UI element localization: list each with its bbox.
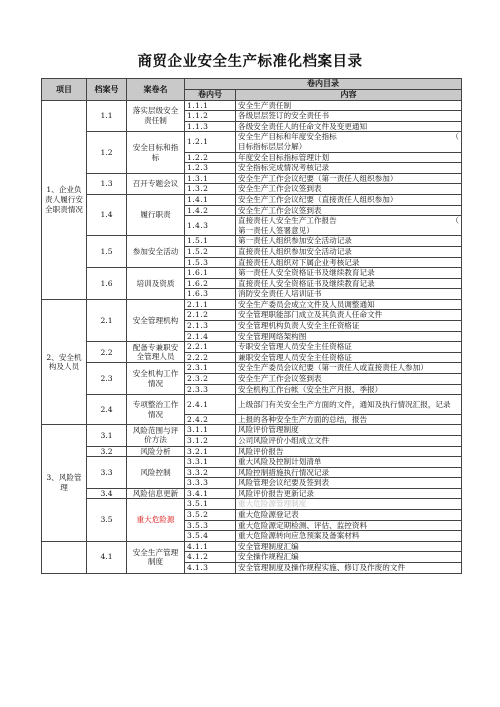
archive-name-cell: 重大危险源 <box>127 499 185 541</box>
archive-no-cell: 2.1 <box>87 299 127 341</box>
table-row <box>42 132 462 152</box>
content-cell: 直接责任人组织对下属企业考核记录 <box>236 257 462 268</box>
content-cell: 各级安全责任人的任命文件及变更通知 <box>236 121 462 132</box>
table-row <box>42 446 462 457</box>
archive-no-cell: 3.5 <box>87 499 127 541</box>
archive-name-cell: 召开专题会议 <box>127 173 185 194</box>
archive-name-cell: 培训及资质 <box>127 268 185 300</box>
header-archive-name: 案卷名 <box>127 79 185 101</box>
archive-name-cell: 安全管理机构 <box>127 299 185 341</box>
table-row <box>42 342 462 353</box>
table-row <box>42 499 462 510</box>
table-row <box>42 541 462 552</box>
content-cell: 安全管理制度汇编 <box>236 541 462 552</box>
content-cell: 专职安全管理人员安全主任资格证 <box>236 342 462 353</box>
archive-no-cell: 2.4 <box>87 395 127 425</box>
volume-no-cell: 1.3.1 <box>185 173 236 184</box>
archive-no-cell: 1.5 <box>87 236 127 268</box>
volume-no-cell: 3.4.1 <box>185 488 236 499</box>
content-cell: 年度安全目标指标管理计划 <box>236 152 462 163</box>
volume-no-cell: 2.1.3 <box>185 321 236 332</box>
archive-no-cell: 2.3 <box>87 363 127 395</box>
volume-no-cell: 1.2.1 <box>185 132 236 152</box>
archive-name-cell: 参加安全活动 <box>127 236 185 268</box>
volume-no-cell: 1.5.3 <box>185 257 236 268</box>
content-text: 安全生产目标和年度安全指标 <box>238 132 337 142</box>
volume-no-cell: 1.5.1 <box>185 236 236 247</box>
header-archive-no: 档案号 <box>87 79 127 101</box>
table-row <box>42 488 462 499</box>
archive-name-cell: 风险控制 <box>127 457 185 489</box>
volume-no-cell: 1.1.2 <box>185 111 236 122</box>
content-cell: 安全生产工作会议签到表 <box>236 205 462 216</box>
catalog-body <box>42 79 462 574</box>
volume-no-cell: 1.1.3 <box>185 121 236 132</box>
table-row <box>42 268 462 279</box>
volume-no-cell: 2.1.1 <box>185 299 236 310</box>
content-cell: 上级部门有关安全生产方面的文件，通知及执行情况汇报，记录 <box>236 395 462 415</box>
volume-no-cell: 2.3.1 <box>185 363 236 374</box>
content-cell: 安全生产委员会议纪要（第一责任人或直接责任人参加） <box>236 363 462 374</box>
page-title: 商贸企业安全生产标准化档案目录 <box>137 54 363 70</box>
header-content: 内容 <box>236 90 462 101</box>
volume-no-cell: 2.1.4 <box>185 331 236 342</box>
archive-name-cell: 风险范围与评价方法 <box>127 425 185 446</box>
archive-no-cell: 1.2 <box>87 132 127 173</box>
content-cell: 安全生产工作会议纪要（直接责任人组织参加） <box>236 194 462 205</box>
table-row <box>42 299 462 310</box>
table-row <box>42 457 462 468</box>
content-cell: 安全生产工作会议签到表 <box>236 184 462 195</box>
volume-no-cell: 1.6.3 <box>185 289 236 300</box>
content-cell: 安全管理机构负责人安全主任资格证 <box>236 321 462 332</box>
volume-no-cell: 3.3.1 <box>185 457 236 468</box>
content-cell: 直接责任人组织参加安全活动记录 <box>236 246 462 257</box>
content-cell: 安全指标完成情况考核记录 <box>236 163 462 174</box>
project-cell <box>42 541 87 573</box>
volume-no-cell: 2.1.2 <box>185 310 236 321</box>
content-paren: （ <box>451 132 459 142</box>
header-item: 项目 <box>42 79 87 101</box>
content-cell: 上报的各种安全生产方面的总结，报告 <box>236 414 462 425</box>
archive-no-cell: 2.2 <box>87 342 127 363</box>
content-cell: 风险评价报告更新记录 <box>236 488 462 499</box>
volume-no-cell: 1.2.3 <box>185 163 236 174</box>
archive-no-cell: 4.1 <box>87 541 127 573</box>
content-cell: 安全机构工作台帐（安全生产月报、季报） <box>236 384 462 395</box>
volume-no-cell: 1.5.2 <box>185 246 236 257</box>
content-cell: 风险管理会议纪要及签到表 <box>236 478 462 489</box>
archive-name-cell: 安全生产管理制度 <box>127 541 185 573</box>
content-text: 直接责任人安全生产工作报告 <box>238 216 337 226</box>
content-cell: 各级层层签订的安全责任书 <box>236 111 462 122</box>
volume-no-cell: 2.4.1 <box>185 395 236 415</box>
volume-no-cell: 3.2.1 <box>185 446 236 457</box>
content-cell: 第一责任人安全资格证书及继续教育记录 <box>236 268 462 279</box>
content-cell: 公司风险评价小组成立文件 <box>236 435 462 446</box>
content-cell: 安全生产工作会议纪要（第一责任人组织参加） <box>236 173 462 184</box>
archive-no-cell: 1.4 <box>87 194 127 235</box>
archive-no-cell: 1.1 <box>87 100 127 132</box>
content-cell: 直接责任人安全资格证书及继续教育记录 <box>236 278 462 289</box>
volume-no-cell: 3.3.2 <box>185 467 236 478</box>
volume-no-cell: 1.4.3 <box>185 216 236 236</box>
table-row <box>42 425 462 436</box>
archive-name-cell: 风险信息更新 <box>127 488 185 499</box>
volume-no-cell: 1.4.2 <box>185 205 236 216</box>
content-cell: 安全管理网络架构图 <box>236 331 462 342</box>
table-row <box>42 236 462 247</box>
project-cell: 3、风险管理 <box>42 425 87 542</box>
volume-no-cell: 3.1.1 <box>185 425 236 436</box>
project-cell: 1、企业负责人履行安全职责情况 <box>42 100 87 299</box>
archive-no-cell: 1.6 <box>87 268 127 300</box>
archive-no-cell: 3.1 <box>87 425 127 446</box>
content-cell: 重大风险及控制计划清单 <box>236 457 462 468</box>
content-cell: 第一责任人组织参加安全活动记录 <box>236 236 462 247</box>
header-volume-no: 卷内号 <box>185 90 236 101</box>
volume-no-cell: 3.5.1 <box>185 499 236 510</box>
content-line <box>238 132 459 142</box>
archive-name-cell: 安全机构工作情况 <box>127 363 185 395</box>
archive-name-cell: 配备专兼职安全管理人员 <box>127 342 185 363</box>
volume-no-cell: 4.1.2 <box>185 552 236 563</box>
content-cell: 重大危险源登记表 <box>236 510 462 521</box>
content-cell <box>236 216 462 236</box>
archive-no-cell: 3.4 <box>87 488 127 499</box>
content-paren: （ <box>451 216 459 226</box>
archive-name-cell: 安全目标和指标 <box>127 132 185 173</box>
content-cell: 风险评价管理制度 <box>236 425 462 436</box>
content-cell: 安全管理职能部门成立及其负责人任命文件 <box>236 310 462 321</box>
volume-no-cell: 1.1.1 <box>185 100 236 111</box>
content-cell: 重大危险源管理制度 <box>236 499 462 510</box>
content-cell: 重大危险源转向应急预案及备案材料 <box>236 531 462 542</box>
content-cell: 安全生产工作会议签到表 <box>236 374 462 385</box>
volume-no-cell: 3.5.3 <box>185 520 236 531</box>
header-content-group: 卷内目录 <box>185 79 462 90</box>
volume-no-cell: 1.2.2 <box>185 152 236 163</box>
archive-name-cell: 落实层级安全责任制 <box>127 100 185 132</box>
table-row <box>42 173 462 184</box>
table-row <box>42 363 462 374</box>
archive-no-cell: 1.3 <box>87 173 127 194</box>
table-row <box>42 100 462 111</box>
content-cell: 风险评价报告 <box>236 446 462 457</box>
volume-no-cell: 1.6.1 <box>185 268 236 279</box>
table-row <box>42 194 462 205</box>
volume-no-cell: 2.2.1 <box>185 342 236 353</box>
volume-no-cell: 1.4.1 <box>185 194 236 205</box>
content-cell: 安全操作规程汇编 <box>236 552 462 563</box>
archive-name-cell: 风险分析 <box>127 446 185 457</box>
project-cell: 2、安全机构及人员 <box>42 299 87 424</box>
archive-name-cell: 专项整治工作情况 <box>127 395 185 425</box>
archive-no-cell: 3.3 <box>87 457 127 489</box>
volume-no-cell: 1.6.2 <box>185 278 236 289</box>
archive-no-cell: 3.2 <box>87 446 127 457</box>
volume-no-cell: 2.4.2 <box>185 414 236 425</box>
content-cell: 重大危险源定期检测、评估、监控资料 <box>236 520 462 531</box>
content-cell: 安全管理制度及操作规程实施、修订及作废的文件 <box>236 563 462 574</box>
content-cell <box>236 132 462 152</box>
content-text-continued: 第一责任人签署意见） <box>238 225 314 235</box>
archive-name-cell: 履行职责 <box>127 194 185 235</box>
volume-no-cell: 4.1.1 <box>185 541 236 552</box>
content-cell: 风险控制措施执行情况记录 <box>236 467 462 478</box>
volume-no-cell: 3.5.2 <box>185 510 236 521</box>
volume-no-cell: 2.3.2 <box>185 374 236 385</box>
volume-no-cell: 3.1.2 <box>185 435 236 446</box>
volume-no-cell: 3.5.4 <box>185 531 236 542</box>
content-text-continued: 目标指标层层分解） <box>238 141 307 151</box>
content-cell: 安全生产委员会成立文件及人员调整通知 <box>236 299 462 310</box>
content-cell: 安全生产责任制 <box>236 100 462 111</box>
volume-no-cell: 4.1.3 <box>185 563 236 574</box>
volume-no-cell: 1.3.2 <box>185 184 236 195</box>
content-cell: 兼职安全管理人员安全主任资格证 <box>236 352 462 363</box>
volume-no-cell: 2.2.2 <box>185 352 236 363</box>
content-line <box>238 216 459 226</box>
content-cell: 消防安全责任人培训证书 <box>236 289 462 300</box>
volume-no-cell: 3.3.3 <box>185 478 236 489</box>
volume-no-cell: 2.3.3 <box>185 384 236 395</box>
table-row <box>42 395 462 415</box>
archive-catalog-table <box>41 78 462 574</box>
